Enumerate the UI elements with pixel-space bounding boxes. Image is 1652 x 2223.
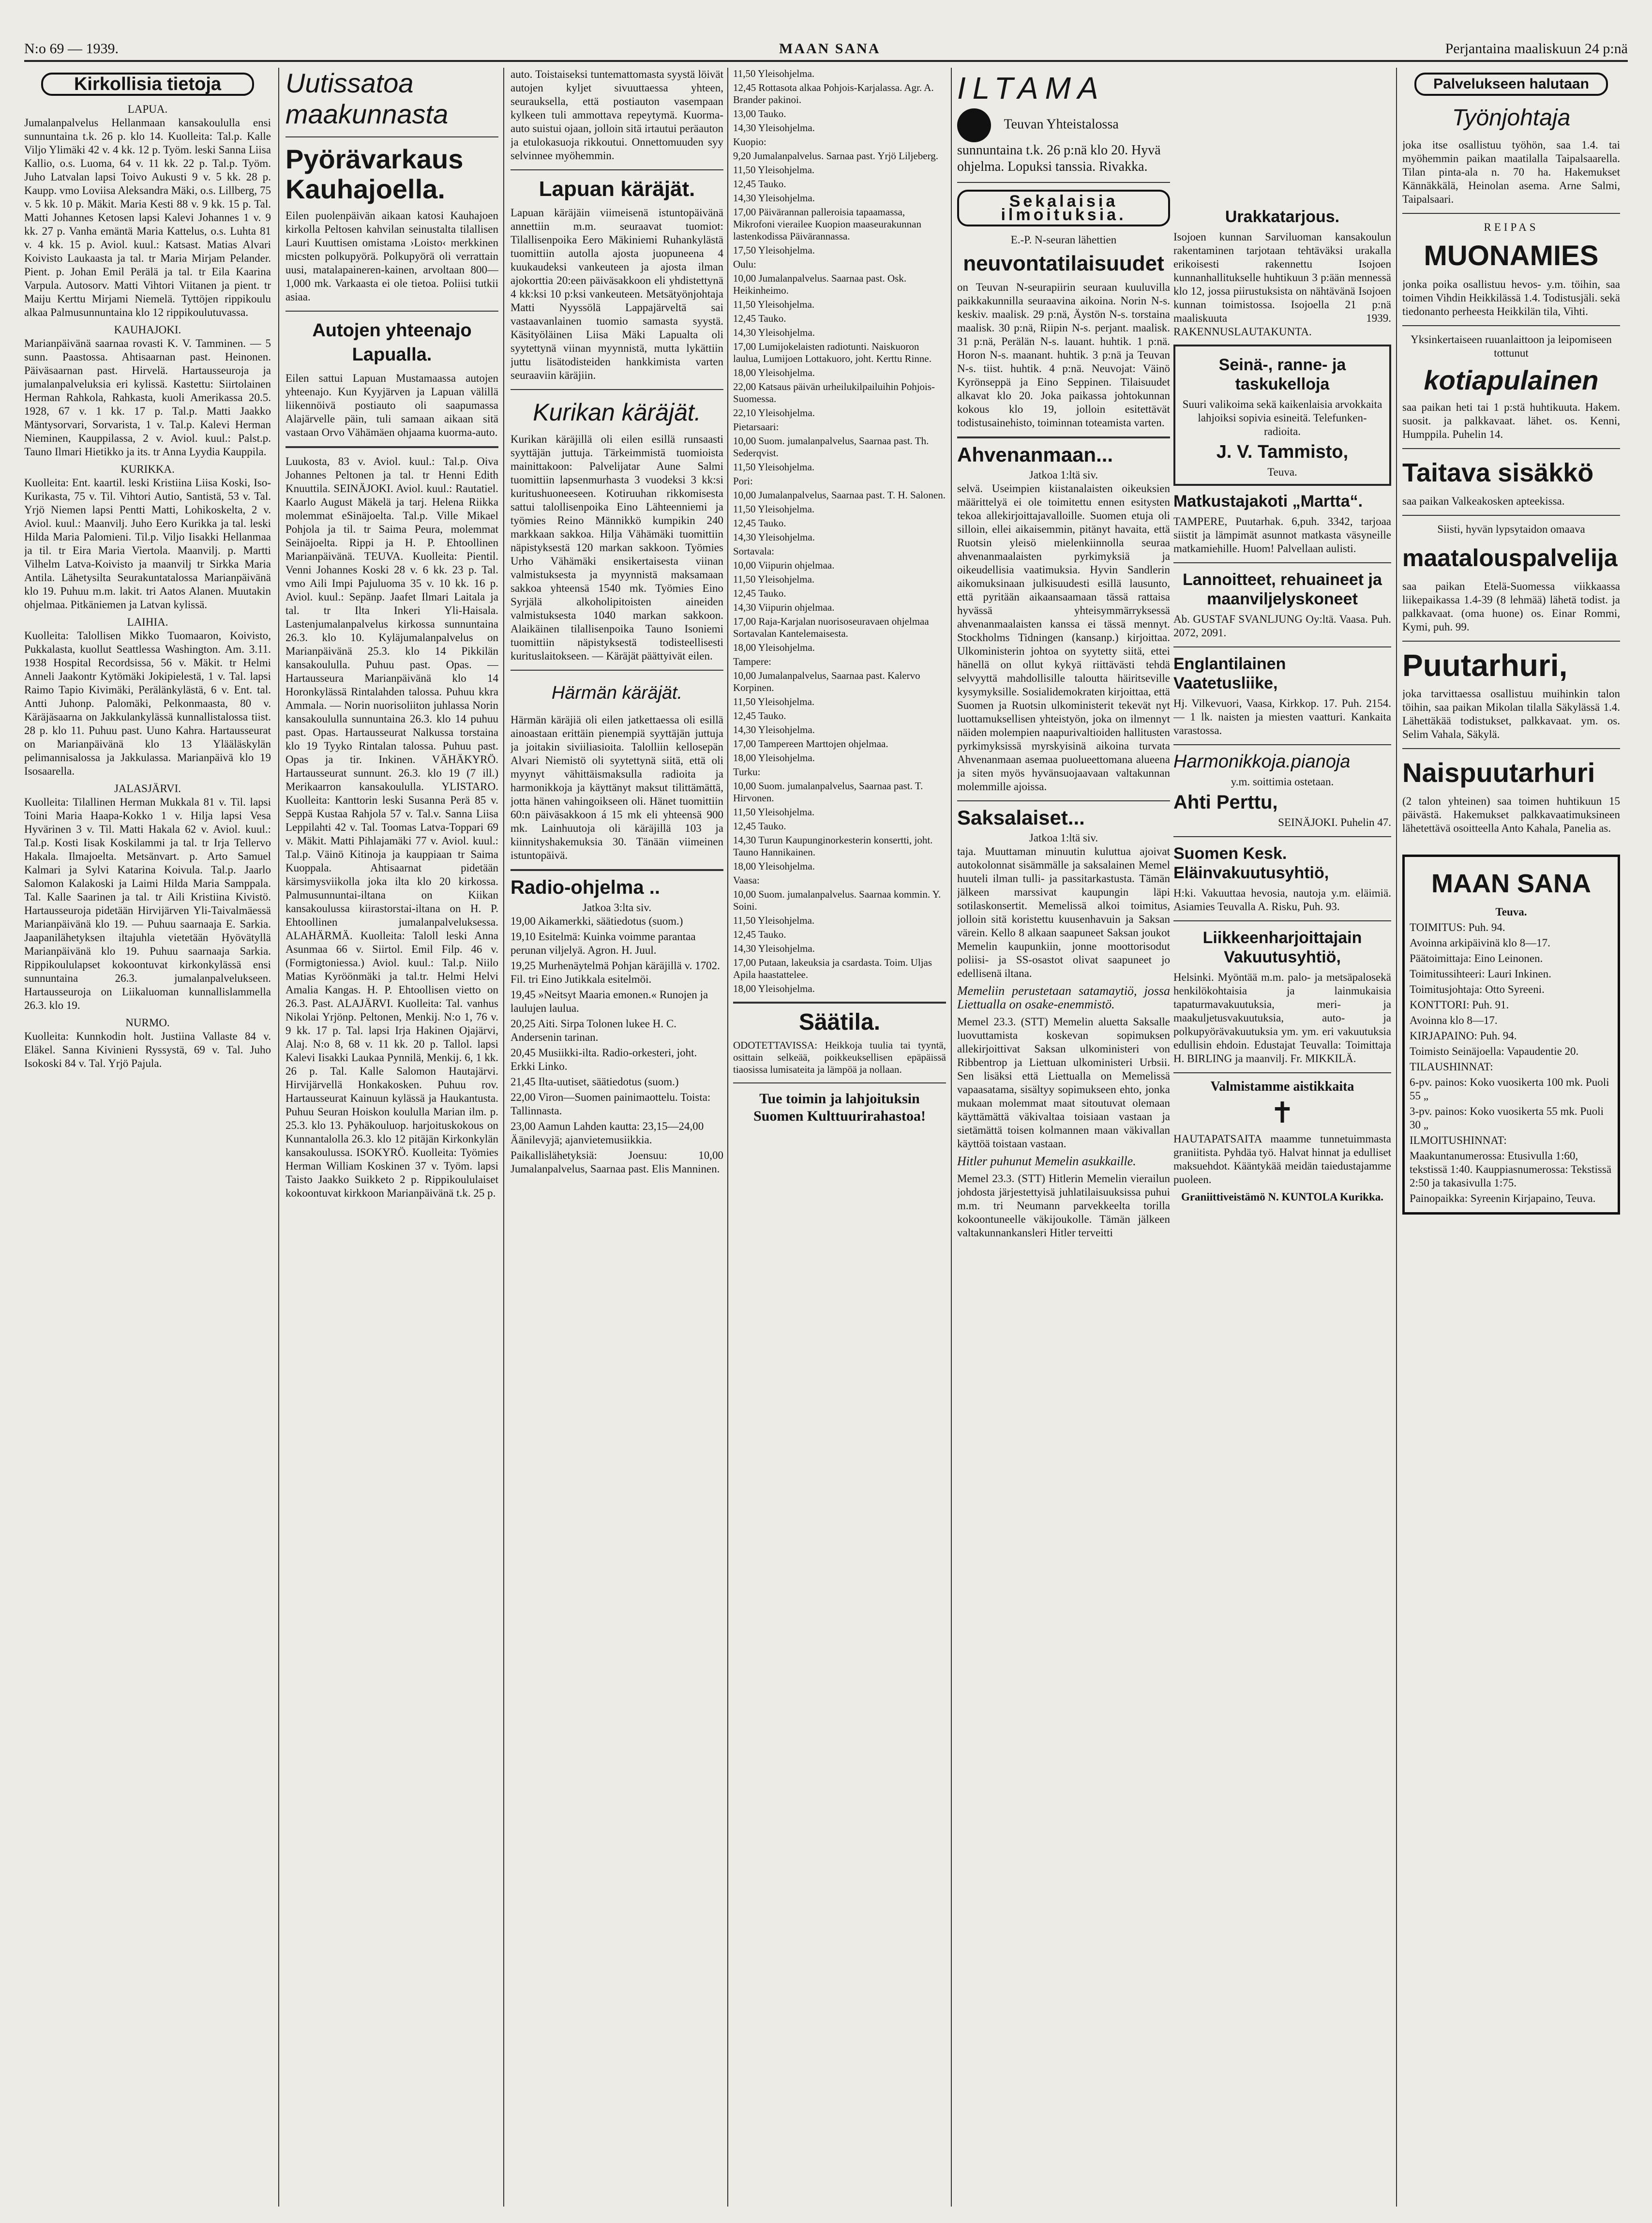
radio-program-item: 18,00 Yleisohjelma.	[733, 752, 815, 764]
advice-text: on Teuvan N-seurapiirin seuraan kuuluvilla paikkakunnilla seuraavina aikoina. Norin N-s. keskiv. maalisk. 29 p:nä, Äystön N-s. torstaina maalisk. 30 p:nä, Riipin N-s. perjant. maalisk. 31 p:nä, Perälän N-s. lauant. huhtik. 1 p:nä. Horon N-s. maanant. huhtik. 3 p:nä ja Teuvan N-s. tiist. huhtik. 4 p:nä. Neuvojat: Väinö Kyrönseppä ja Eino Seppinen. Tilaisuudet alkavat klo 20. Joka paikassa johtokunnan kokous klo 19, jolloin esitettävät todistusainehisto, toiminnan toteamista varten.	[957, 281, 1170, 429]
radio-program-item: 14,30 Yleisohjelma.	[733, 943, 815, 954]
job-lead: Yksinkertaiseen ruuanlaittoon ja leipomiseen tottunut	[1411, 333, 1612, 359]
article-germans: taja. Muuttaman minuutin kuluttua ajoivat autokolonnat sisämmälle ja saksalainen Memel huuteli ilman tulli- ja passitarkastusta. Tämän jälkeen marssivat kaupungin läpi sotilaskonsertit. Memelissä alkoi toimitus, jolloin sitä koristettu kuusenhavuin ja Saksan värein. Kello 8 alkaan saapuneet Saksan joukot Memelin kaupunkiin, jonne moottorisodut poliisi- ja SS-osastot olivat saapuneet jo edellisenä iltana.	[957, 845, 1170, 979]
radio-program-item: 12,45 Tauko.	[733, 587, 786, 599]
article-continuation: auto. Toistaiseksi tuntemattomasta syystä löivät autojen kyljet sivuuttaessa yhteen, seurauksella, että postiauton vasempaan kylkeen tuli ammottava repeytymä. Kuorma-auto suistui ojaan, jolloin sitä irtautui peräauton ja etulokasuoja rikkoutui. Onnettomuuden syy selvinnee myöhemmin.	[511, 68, 723, 162]
radio-program-item: 13,00 Tauko.	[733, 108, 786, 120]
radio-program-item: 18,00 Yleisohjelma.	[733, 367, 815, 378]
parish-kurikka	[24, 463, 271, 612]
advice-title: neuvontatilaisuudet	[963, 252, 1164, 275]
bullet-icon	[957, 108, 991, 142]
radio-program-item: 11,50 Yleisohjelma.	[733, 68, 815, 79]
ad-place: Teuva.	[1267, 466, 1297, 478]
radio-program-item: 10,00 Viipurin ohjelmaa.	[733, 559, 835, 571]
paper-info-line: 6-pv. painos: Koko vuosikerta 100 mk. Puoli 55 „	[1410, 1076, 1609, 1102]
ad-livestock-title: Suomen Kesk. Eläinvakuutusyhtiö,	[1173, 844, 1329, 882]
parish-nurmo	[24, 1016, 271, 1070]
job-maid-text: saa paikan heti tai 1 p:stä huhtikuuta. Hakem. suosit. ja palkkavaat. lähet. os. Kenni, Humppila. Puhelin 14.	[1402, 401, 1620, 440]
divider	[1173, 836, 1391, 837]
radio-program-item: Sortavala:	[733, 545, 775, 557]
radio-program-item: 11,50 Yleisohjelma.	[733, 503, 815, 515]
headline-aland: Ahvenanmaan...	[957, 443, 1113, 466]
radio-program-item: 14,30 Yleisohjelma.	[733, 192, 815, 204]
column-regional-news	[285, 68, 498, 2207]
divider	[957, 800, 1170, 801]
paper-info-line: 3-pv. painos: Koko vuosikerta 55 mk. Puoli 30 „	[1410, 1105, 1604, 1131]
paper-info-line: Toimisto Seinäjoella: Vapaudentie 20.	[1410, 1045, 1579, 1057]
parish-text: Kuolleita: Kunnkodin holt. Justiina Vallaste 84 v. Eläkel. Sanna Kivinieni Ryssystä, 69 v. Tal. Juho Isokoski 84 v. Tal. Yrjö Pajula.	[24, 1030, 271, 1069]
divider	[285, 446, 498, 448]
masthead	[24, 39, 1628, 62]
radio-program-item: 10,00 Suom. jumalanpalvelus, Saarnaa past. Th. Sederqvist.	[733, 435, 929, 459]
parish-title: JALASJÄRVI.	[114, 782, 181, 795]
column-divider	[503, 68, 504, 2207]
job-foreman-title: Työnjohtaja	[1452, 105, 1571, 131]
divider	[1402, 641, 1620, 642]
parish-text: Jumalanpalvelus Hellanmaan kansakoululla ensi sunnuntaina t.k. 26 p. klo 14. Kuolleita: Tal.p. Kalle Viljo Ylimäki 42 v. 4 kk. 12 p. Työm. leski Sanna Liisa Kallio, o.s. Luoma, 64 v. 11 kk. 22 p. Tal.p. Työm. Juho Latvalan lapsi Toivo Aukusti 9 v. 5 kk. 28 p. Kaupp. vmo Loviisa Aleksandra Mäki, o.s. Lillberg, 75 v. 5 kk. 10 p. Mäkit. Maria Kesti 88 v. 9 kk. 15 p. Tal. Matti Johannes Ketosen lapsi Kalevi Johannes 1 v. 9 kk. 27 p. Vanha emäntä Maria Kattelus, o.s. Luhta 81 v. 4 kk. 15 p. Aviol. kuul.: Katsast. Matias Alvari Koivisto Laukaasta ja tal. tr Maria Mirjam Pelander. Pient. p. Johan Emil Perälä ja tal. tr Eila Kaarina Varpula. Autosorv. Matti Vihtori Viitanen ja pient. tr Maiju Kerttu Mirjami Niemelä. Tyttöjen rippikoulu alkaa Palmusunnuntaina klo 12 rippikoulutuvassa.	[24, 117, 271, 318]
headline-harma-court: Härmän käräjät.	[551, 683, 683, 703]
parish-lapua	[24, 103, 271, 319]
paper-info-line: TOIMITUS: Puh. 94.	[1410, 921, 1505, 933]
paper-info-line: Päätoimittaja: Eino Leinonen.	[1410, 952, 1543, 964]
radio-program-item: 19,45 »Neitsyt Maaria emonen.« Runojen ja laulujen laulua.	[511, 989, 708, 1014]
radio-program-item: 12,45 Tauko.	[733, 710, 786, 721]
paper-info-line: Toimitusjohtaja: Otto Syreeni.	[1410, 983, 1545, 995]
continued-note: Jatkoa 1:ltä siv.	[1029, 832, 1098, 844]
radio-program-list	[511, 915, 723, 1147]
job-female-gardener-title: Naispuutarhuri	[1402, 757, 1595, 788]
radio-program-item: 11,50 Yleisohjelma.	[733, 915, 815, 926]
gravestone-icon: ✝	[1270, 1097, 1295, 1129]
parish-title: LAPUA.	[127, 103, 168, 115]
subhead-memel-port: Memeliin perustetaan satamaytiö, jossa Liettualla on osake-enemmistö.	[957, 984, 1170, 1011]
parish-jalasjarvi	[24, 782, 271, 1012]
article-kurikka-court: Kurikan käräjillä oli eilen esillä runsaasti syyttäjän juttuja. Tärkeimmistä tuomioista mainittakoon: Palvelijatar Aune Salmi tuomittiin lapsenmurhasta 3 vuodeksi 3 kk:si kuritushuoneeseen. Kotiruuhan rikkomisesta sattui talollisenpoika Eino Lähteenniemi ja työmies Reino Männikkö kumpikin 240 markkaan sakkoa. Hilja Vähämäki tuomittiin näpistyksestä 120 markan sakkoon. Työmies Urho Vähämäki ensikertaisesta viinan valmistuksesta ja myynnistä maksamaan sakkoa yhteensä 1540 mk. Työmies Eino Syrjälä alkoholipitoisten aineiden valmistuksesta 1040 markan sakkoon. Alaikäinen tilallisenpoika Tauno Isoniemi tuomittiin näpistyksestä todisteellisesti kurituslaitokseen. — Käräjät päättyivät eilen.	[511, 433, 723, 662]
paper-info-line: Avoinna arkipäivinä klo 8—17.	[1410, 937, 1550, 949]
ad-martta-text: TAMPERE, Puutarhak. 6,puh. 3342, tarjoaa siistit ja lämpimät asunnot matkasta väsyneille matkamiehille. Huom! Palvellaan aulisti.	[1173, 515, 1391, 555]
divider	[957, 436, 1170, 438]
continued-note: Jatkoa 3:lta siv.	[582, 901, 652, 914]
parish-text: Kuolleita: Talollisen Mikko Tuomaaron, Koivisto, Pukkalasta, kuollut Seattlessa Washington. Am. 3.11. 1938 Hospital Recordsissa, 56 v. Mäkit. tr Helmi Anneli Jaakontr Kytömäki Jokipielestä, 1 v. Tal. lapsi Raimo Tapio Kivimäki, Perälänkylästä, 6 v. Ent. tal. Antti Juhonp. Palomäki, Pelkonmaasta, 80 v. Käräjäsaarna on Jakkulankylässä kunnallistalossa tiist. 28 p. klo 11. Puhuu past. Uuno Kahra. Hartausseurat on Marianpäivänä klo 13 Ylääläskylän pelimannisalossa ja Jakkulassa. Marianpäivä klo 19 Isosaarella.	[24, 630, 271, 777]
parish-text: Kuolleita: Ent. kaartil. leski Kristiina Liisa Koski, Iso-Kurikasta, 75 v. Til. Vihtori Autio, Santistä, 53 v. Tal. Yrjö Niemen lapsi Pentti Matti, Lohikoskelta, 2 v. Aviol. kuul.: Maanvilj. Juho Eero Kurikka ja tal. leski Hilda Maria Palomieni. Til.p. Viljo Iisakki Hellanmaa ja til. tr Eira Maria Viertola. Maanvilj. p. Martti Vilhelm Latva-Koivisto ja maanvilj tr Sirkka Maria Antila. Lähetysilta Seurakuntatalossa Marianpäivänä klo 19. Puhuu m.m. lakit. tri Aatos Alanen. Muutakin ohjelmaa. Pitkäniemen ja Latvan kylissä.	[24, 477, 271, 611]
radio-program-item: Oulu:	[733, 258, 756, 270]
radio-program-item: 12,45 Tauko.	[733, 178, 786, 190]
paper-info-line: Avoinna klo 8—17.	[1410, 1014, 1498, 1026]
tender-title: Urakkatarjous.	[1225, 208, 1340, 226]
divider	[1173, 562, 1391, 563]
radio-program-item: 10,00 Jumalanpalvelus, Saarnaa past. Kalervo Korpinen.	[733, 670, 920, 693]
paper-info-lines	[1410, 921, 1613, 1205]
iltama-title: ILTAMA	[957, 71, 1105, 105]
ad-heading: Seinä-, ranne- ja taskukelloja	[1218, 356, 1346, 393]
divider	[1402, 448, 1620, 449]
divider	[511, 169, 723, 170]
radio-program-item: 10,00 Suom. jumalanpalvelus. Saarnaa kommin. Y. Soini.	[733, 888, 941, 912]
divider	[1173, 744, 1391, 745]
spacer	[1173, 68, 1391, 203]
job-foreman-text: joka itse osallistuu työhön, saa 1.4. tai myöhemmin paikan maatilalla Taipalsaarella. Tilan pinta-ala n. 70 ha. Hakemukset Kännäkkälä, Heinolan asema. Arne Salmi, Taipalsaari.	[1402, 139, 1620, 205]
job-gardener-title: Puutarhuri,	[1402, 648, 1568, 683]
job-maid-title: kotiapulainen	[1424, 365, 1599, 395]
radio-program-item: 12,45 Tauko.	[733, 929, 786, 940]
parish-title: NURMO.	[125, 1017, 170, 1029]
job-female-gardener-text: (2 talon yhteinen) saa toimen huhtikuun 15 päivästä. Hakemukset palkkavaatimuksineen lähetettävä osoitteella Anto Kahala, Panelia as.	[1402, 795, 1620, 834]
column-ads	[1173, 68, 1391, 2207]
divider	[1402, 213, 1620, 214]
jobs-heading: Palvelukseen halutaan	[1414, 73, 1608, 96]
ad-insurance-text: Helsinki. Myöntää m.m. palo- ja metsäpalosekä henkilökohtaisia ja lainmukaisia tapaturmavakuutuksia, meri- ja maakuljetusvakuutuksia, auto- ja polkupyörävakuutuksia ym. ym. eri vakuutuksia edullisin ehdoin. Edustajat Teuvalla: Toimittaja H. BIRLING ja maanvilj. Fr. MIKKILÄ.	[1173, 971, 1391, 1065]
radio-program-item: 11,50 Yleisohjelma.	[733, 573, 815, 585]
radio-program-item: 18,00 Yleisohjelma.	[733, 983, 815, 994]
parish-laihia	[24, 616, 271, 778]
issue-number: N:o 69 — 1939.	[24, 41, 119, 57]
radio-program-item: 10,00 Suom. jumalanpalvelus, Saarnaa past. T. Hirvonen.	[733, 780, 923, 804]
paper-info-line: Maakuntanumerossa: Etusivulla 1:60, tekstissä 1:40. Kauppiasnumerossa: Tekstissä 2:50 ja takasivulla 1:75.	[1410, 1150, 1612, 1189]
headline-radio: Radio-ohjelma ..	[511, 877, 660, 898]
radio-program-item: 22,00 Viron—Suomen painimaottelu. Toista: Tallinnasta.	[511, 1091, 711, 1117]
column-divider	[727, 68, 728, 2207]
continued-note: Jatkoa 1:ltä siv.	[1029, 469, 1098, 481]
ad-tailor-text: Hj. Vilkevuori, Vaasa, Kirkkop. 17. Puh. 2154. — 1 lk. naisten ja miesten vaatturi. Kankaita varastossa.	[1173, 697, 1391, 736]
parish-text: Kuolleita: Tilallinen Herman Mukkala 81 v. Til. lapsi Toini Maria Haapa-Kokko 1 v. Hilja lapsi Vesa Hyvärinen 3 v. Til. Matti Hakala 62 v. Aviol. kuul.: Tal.p. Kosti Iisak Koskilammi ja tal. tr Irja Tellervo Hakala. Ilmajoelta. Metsänvart. p. Arto Samuel Kalmari ja Sylvi Katarina Koivula. Tal.p. Jaarlo Salomon Kalakoski ja Laimi Hilda Maria Samppala. Tal. Kalle Saarinen ja tal. tr Aili Kristiina Kivistö. Hartausseuroja pidetään Hirvijärven Yli-Taivalmäessä Marianpäivänä klo 19. — Puhuu saarnaaja E. Sarkia. Jaapanilähetyksen iltajuhla vietetään Hyövätyllä Marianpäivänä klo 19. Puhuu saarnaaja Sarkia. Rippikoululapset kokoontuvat kirkonkylässä ensi sunnuntaina 26.3. jumalanpalvelukseen. Hartausseuroja on Liikaluoman kunnallislammella 26.3. klo 19.	[24, 796, 271, 1011]
parish-text: Marianpäivänä saarnaa rovasti K. V. Tamminen. — 5 sunn. Paastossa. Ahtisaarnan past. Heinonen. Päiväsaarnan past. Hirvelä. Hartausseuroja ja jumalanpalveluksia eri kylissä. Kastettu: Siirtolainen Herman Rahkola, Rahkasta, kuoli Amerikassa 20.5. 1928, 67 v. 1 kk. 17 p. Tal.p. Matti Jaakko Mäntysorvari, Sorvarista, 1 v. Tal.p. Kalevi Herman Nieminen, Kauppilassa, 2 v. Aviol. kuul.: Palst.p. Tauno Ilmari Hietikko ja its. tr Anna Lyydia Kauppila.	[24, 337, 271, 458]
parish-notices: Luukosta, 83 v. Aviol. kuul.: Tal.p. Oiva Johannes Peltonen ja tal. tr Henni Edith Knuuttila. SEINÄJOKI. Aviol. kuul.: Rautatiel. Kaarlo August Mäkelä ja tarj. Helena Riikka molemmat eSinäjoelta. Tal.p. Ville Mikael Pohjola ja til. tr Saima Peura, molemmat Seinäjoelta. Rippi ja H. P. Ehtoollinen Marianpäivänä. TEUVA. Kuolleita: Pientil. Venni Johannes Koski 28 v. 6 kk. 23 p. Tal. vmo Aili Impi Pajuluoma 35 v. 10 kk. 16 p. Aviol. kuul.: Sepänp. Jaafet Ilmari Laitala ja tal. tr Ilta Inkeri Yli-Haisala. Lastenjumalanpalvelus kirkossa sunnuntaina 26.3. klo 10. Kyläjumalanpalvelus on Marianpäivänä 25.3. klo 14 Pikkilän kansakoululla. Puhuu past. Opas. — Hartausseura Marianpäivänä klo 14 Horonkylässä Rintalahden talossa. Puhuu kkra Ammala. — Norin nuorisoliiton juhlassa Norin kansakoululla sunnuntaina 26.3. klo 14 puhuu past. Opas. Hartausseurat Nalkussa torstaina klo 19 Tyyko Rintalan talossa. Puhuu past. Opas ja tir. Inkinen. VÄHÄKYRÖ. Hartausseurat sunnunt. 26.3. klo 19 (7 ill.) Merikaarron kansakoululla. YLISTARO. Kuolleita: Kanttorin leski Susanna Perä 85 v. Seppä Kustaa Rahjola 57 v. Tal.v. Sanna Liisa Leppilahti 42 v. Tal. Toomas Latva-Toppari 69 v. Mäkit. Matti Pihlajamäki 77 v. Aviol. kuul.: Tal.p. Väinö Kitinoja ja kauppiaan tr Saima Kuoppala. Ahtisaarnat pidetään kärsimysviikolla joka ilta klo 20 kirkossa. Palmusunnuntai-iltana on Kiikan kansakoulussa kiirastorstai-iltana on H. P. Ehtoollinen jumalanpalveluksessa. ALAHÄRMÄ. Kuolleita: Taloll leski Anna Asunmaa 66 v. Siirtol. Emil Filp. 46 v. (Formigtoniessa.) Aviol. kuul.: Tal.p. Niilo Matias Kyröönmäki ja tal.tr. Helmi Helvi Amalia Kangas. H. P. Ehtoollisen vietto on 26.3. Past. ALAJÄRVI. Kuolleita: Tal. vanhus Nikolai Yrjönp. Peltonen, Menkij. N:o 1, 76 v. 9 kk. 17 p. Tal. lapsi Irja Hakinen Ojajärvi, Alaj. N:o 8, 68 v. 11 kk. 20 p. Tallol. lapsi Kalevi Iisakki Laukaa Pynnilä, Menkij. 6, 1 kk. 26 p. Tal. Kalle Salomon Hautajärvi. Hirvijärvellä Honkakosken. Puhuu rov. Hartausseurat Kainuun kylässä ja Haukantusta. Puhuu Seuran Hoiskon koululla Marian ilm. p. 25.3. klo 13. Pyhäkouluop. harjoituskokous on Kunnantalolla 26.3. klo 12 pitäjän Kirkonkylän kansakoulussa. ISOKYRÖ. Kuolleita: Työmies Herman William Koskinen 37 v. Työm. lapsi Taisto Jaakko Suikketo 2 p. Rippikoululaiset kokoontuvat kirkkoon Marianpäivänä t.k. 25 p.	[285, 455, 498, 1199]
paper-info-place: Teuva.	[1495, 906, 1527, 918]
parish-title: LAIHIA.	[127, 616, 168, 628]
divider	[1402, 325, 1620, 326]
headline-weather: Säätila.	[798, 1009, 881, 1035]
ad-tailor-title: Englantilainen Vaatetusliike,	[1173, 655, 1286, 692]
radio-program-item: 11,50 Yleisohjelma.	[733, 461, 815, 473]
article-car-collision: Eilen sattui Lapuan Mustamaassa autojen yhteenajo. Kun Kyyjärven ja Lapuan välillä liikennöivä postiauto oli saapumassa Alajärvelle päin, tuli samaan aikaan sitä vastaan Orvo Vähämäen ohjaama kuorma-auto.	[285, 372, 498, 438]
radio-local-broadcasts: Paikallislähetyksiä: Joensuu: 10,00 Jumalanpalvelus, Saarnaa past. Elis Manninen.	[511, 1149, 723, 1175]
divider	[733, 1002, 946, 1004]
radio-program-item: 17,00 Päivärannan palleroisia tapaamassa, Mikrofoni vierailee Kuopion maaseurakunnan lastenkodissa Päivärannassa.	[733, 206, 921, 242]
ad-insurance-title: Liikkeenharjoittajain Vakuutusyhtiö,	[1202, 929, 1362, 966]
article-hitler-speech: Memel 23.3. (STT) Hitlerin Memelin vierailun johdosta järjestettyisä juhlatilaisuuksissa puhui m.m. tri Neumann parvekkeelta torilla kokoontuneelle väkijoukolle. Tämän jälkeen valtakunnankansleri Hitler terveitti	[957, 1172, 1170, 1239]
headline-germans: Saksalaiset...	[957, 806, 1085, 829]
job-farmhand-text: jonka poika osallistuu hevos- y.m. töihin, saa toimen Vihdin Heikkilässä 1.4. Todistusjäli. sekä tiedonanto perheesta Heikkilän tila, Vihti.	[1402, 278, 1620, 317]
radio-program-item: 17,00 Putaan, lakeuksia ja csardasta. Toim. Uljas Apila haastattelee.	[733, 957, 932, 980]
paper-info-line: KONTTORI: Puh. 91.	[1410, 999, 1509, 1011]
job-housemaid-title: Taitava sisäkkö	[1402, 458, 1594, 487]
ad-perttu-text: SEINÄJOKI. Puhelin 47.	[1278, 816, 1391, 828]
divider	[285, 136, 498, 137]
divider	[511, 389, 723, 390]
divider	[511, 670, 723, 671]
radio-program-item: 11,50 Yleisohjelma.	[733, 696, 815, 707]
column-divider	[951, 68, 952, 2207]
divider	[733, 1082, 946, 1083]
radio-program-item: 18,00 Yleisohjelma.	[733, 860, 815, 872]
headline-lapua-court: Lapuan käräjät.	[539, 177, 695, 201]
section-subtitle: maakunnasta	[285, 99, 449, 129]
article-memel-port: Memel 23.3. (STT) Memelin aluetta Saksalle luovuttamista koskevan sopimuksen allekirjoittivat Saksan ulkoministeri von Ribbentrop ja Liettuan ulkoministeri Urbsii. Sen lisäksi että Liettualla on Memelissä vapaasatama, sisältyy sopimukseen ehto, jonka mukaan molemmat maat sitoutuvat olemaan käyttämättä väkivaltaa toisiaan vastaan ja sietämättä toisen kolmannen maan väkivallan käyttöä toistaan vastaan.	[957, 1016, 1170, 1150]
radio-program-item: 18,00 Yleisohjelma.	[733, 642, 815, 653]
parish-title: KAUHAJOKI.	[114, 324, 181, 336]
paper-info-line: Painopaikka: Syreenin Kirjapaino, Teuva.	[1410, 1192, 1596, 1204]
headline-bike-theft: Pyörävarkaus Kauhajoella.	[285, 144, 464, 204]
ad-gravestone-text: HAUTAPATSAITA maamme tunnetuimmasta graniitista. Pyhdäa työ. Halvat hinnat ja edulliset maksuehdot. Kääntykää meidän taiedustajamme puoleen.	[1173, 1133, 1391, 1186]
column-radio-program	[733, 68, 946, 2207]
radio-program-item: 11,50 Yleisohjelma.	[733, 806, 815, 818]
church-news-heading: Kirkollisia tietoja	[41, 73, 254, 96]
paper-info-line: Toimitussihteeri: Lauri Inkinen.	[1410, 968, 1551, 980]
iltama-ad	[957, 108, 1170, 175]
column-divider	[278, 68, 279, 2207]
issue-date: Perjantaina maaliskuun 24 p:nä	[1445, 41, 1628, 57]
article-aland: selvä. Useimpien kiistanalaisten oikeuksien määrittelyä ei ole toimitettu ennen esitysten tekoa allekirjoittajavalloille. Suomen etuja oli silloin, ellei aikaisemmin, pitänyt havaita, että Ruotsin yleisö mielenkiinnolla seuraa ahvenanmaalaisten pyrkimyksiä ja oikeudellisia vaatimuksia. Hyvin Sandlerin aikomuksinaan julkisuudesti esillä lausunto, että pyritään aikaansaamaan tässä rattaisa hyvässä yhteisymmärryksessä ahvenanmaalaisten kanssa ei tässä mennyt. Stockholms Tidningen (kansanp.) kirjoittaa. Ulkoministerin johtoa on syytetty siitä, ettei hänellä on ollut kykyä riittävästi tehdä selvyyttä mahdollisille taloutta häiritseville kysymyksille. Sosialidemokraten kirjoittaa, että Suomen ja Ruotsin ulkoministerit tekevät nyt luottamuksellisen yhteistyön, joka on ilmennyt näiden molempien naapurivaltioiden hallitusten pyrkimyksissä myrskyisinä aikoina turvata Ahvenanmaan asemaa puolueettomana alueena ja siten myös hyvänsuojaavaan valtakunnan molemmille ajoissa.	[957, 482, 1170, 793]
divider	[1402, 748, 1620, 749]
paper-info-line: KIRJAPAINO: Puh. 94.	[1410, 1030, 1517, 1042]
radio-program-item: Kuopio:	[733, 136, 766, 148]
subhead-hitler-speech: Hitler puhunut Memelin asukkaille.	[957, 1154, 1136, 1168]
radio-program-item: 10,00 Jumalanpalvelus, Saarnaa past. T. H. Salonen.	[733, 489, 946, 501]
radio-program-item: 21,45 Ilta-uutiset, säätiedotus (suom.)	[511, 1076, 679, 1088]
radio-program-item: 14,30 Yleisohjelma.	[733, 122, 815, 134]
column-church-news	[24, 68, 271, 2207]
radio-program-item: Pietarsaari:	[733, 421, 779, 433]
radio-program-item: 14,30 Yleisohjelma.	[733, 724, 815, 736]
ad-livestock-text: H:ki. Vakuuttaa hevosia, nautoja y.m. eläimiä. Asiamies Teuvalla A. Risku, Puh. 93.	[1173, 887, 1391, 913]
divider	[285, 311, 498, 312]
divider	[1402, 515, 1620, 516]
radio-program-item: 19,00 Aikamerkki, säätiedotus (suom.)	[511, 915, 683, 927]
parish-title: KURIKKA.	[120, 463, 175, 475]
radio-program-item: 14,30 Yleisohjelma.	[733, 531, 815, 543]
job-gardener-text: joka tarvittaessa osallistuu muihinkin talon töihin, saa paikan Mikolan tilalla Säkylässä 1.4. Lähettäkää todistukset, palkkavaat. ym. os. Selim Vahala, Säkylä.	[1402, 688, 1620, 740]
radio-program-item: 22,00 Katsaus päivän urheilukilpailuihin Pohjois-Suomessa.	[733, 381, 935, 405]
radio-program-item: Vaasa:	[733, 874, 760, 886]
radio-program-item: 19,25 Murhenäytelmä Pohjan käräjillä v. 1702. Fil. tri Eino Jutikkala esitelmöi.	[511, 960, 720, 985]
paper-info-title: MAAN SANA	[1431, 869, 1591, 898]
radio-program-item: 14,30 Turun Kaupunginorkesterin konsertti, joht. Tauno Hannikainen.	[733, 834, 933, 858]
weather-forecast: ODOTETTAVISSA: Heikkoja tuulia tai tyyntä, osittain selkeää, poikkeuksellisen epäpäissä tiaosissa lumisateita ja lämpöä ja nollaan.	[733, 1039, 946, 1075]
ad-fertilizer-text: Ab. GUSTAF SVANLJUNG Oy:ltä. Vaasa. Puh. 2072, 2091.	[1173, 613, 1391, 639]
radio-program-item: 12,45 Rottasota alkaa Pohjois-Karjalassa. Agr. A. Brander pakinoi.	[733, 82, 934, 105]
radio-program-item: 14,30 Viipurin ohjelmaa.	[733, 601, 835, 613]
ad-perttu-name: Ahti Perttu,	[1173, 792, 1278, 813]
column-court-news	[511, 68, 723, 2207]
divider	[1173, 1072, 1391, 1073]
radio-program-item: 11,50 Yleisohjelma.	[733, 164, 815, 176]
radio-program-item: 10,00 Jumalanpalvelus. Saarnaa past. Osk. Heikinheimo.	[733, 272, 907, 296]
job-farmhand-title: MUONAMIES	[1424, 240, 1599, 271]
divider	[1173, 646, 1391, 647]
article-lapua-court: Lapuan käräjäin viimeisenä istuntopäivänä annettiin m.m. seuraavat tuomiot: Tilallisenpoika Eero Mäkiniemi Ruhankylästä tuomittiin autolla ajosta juopuneena 4 kuukaudeksi vankeuteen ja ajosta ilman ajokorttia 20:een päiväsakkoon eli yhdistettynä 4 kk:ksi 10 p:ksi vankeuteen. Metsätyönjohtaja Matti Nyyssölä Lappajärveltä sai vastaavanlainen tuomio samasta syystä. Käsityöläinen Liisa Mäki Lapualta oli syytettynä viinan myynnistä, mutta lykättiin juttu lisätodisteiden hankkimista varten seuraaviin käräjiin.	[511, 207, 723, 381]
radio-program-item: 22,10 Yleisohjelma.	[733, 407, 815, 419]
ad-text: Suuri valikoima sekä kaikenlaisia arvokkaita lahjoiksi sopivia esineitä. Telefunken-radioita.	[1182, 398, 1382, 437]
radio-program-item: Pori:	[733, 475, 753, 487]
advice-subtitle: E.-P. N-seuran lähettien	[1010, 234, 1117, 246]
ad-fertilizer-title: Lannoitteet, rehuaineet ja maanviljelyskoneet	[1183, 571, 1382, 608]
radio-program-item: 11,50 Yleisohjelma.	[733, 299, 815, 310]
ad-gravestone-company: Graniittiveistämö N. KUNTOLA Kurikka.	[1181, 1191, 1384, 1203]
radio-program-item: 20,25 Aiti. Sirpa Tolonen lukee H. C. Andersenin tarinan.	[511, 1018, 676, 1043]
article-harma-court: Härmän käräjiä oli eilen jatkettaessa oli esillä ainoastaan erittäin pienempiä syyttäjän juttuja ja joitakin siviiliasioita. Talolliin kellosepän Alvari Niemistö oli syytettynä siitä, että oli myynyt vähittäismaksulla radioita ja harmonikkoja ja käyttänyt maksut tilittämättä, jotta hänen vahingoikseen oli. Hänet tuomittiin 60:n päiväsakkoon á 15 mk eli yhteensä 900 mk. Lainhuutoja oli käräjillä 103 ja kiinnityshakemuksia 30. Tänään viimeinen istuntopäivä.	[511, 714, 723, 861]
ad-martta-title: Matkustajakoti „Martta“.	[1173, 492, 1363, 511]
column-divider	[1396, 68, 1397, 2207]
paper-info-line: ILMOITUSHINNAT:	[1410, 1134, 1507, 1146]
radio-program-item: 17,00 Lumijokelaisten radiotunti. Naiskuoron laulua, Lumijoen Lottakuoro, joht. Kerttu Rinne.	[733, 341, 932, 364]
radio-program-item: 14,30 Yleisohjelma.	[733, 327, 815, 338]
headline-car-collision: Autojen yhteenajo Lapualla.	[312, 320, 472, 365]
ad-instruments-title: Harmonikkoja.pianoja	[1173, 751, 1351, 772]
radio-program-item: 17,50 Yleisohjelma.	[733, 244, 815, 256]
article-bike-theft: Eilen puolenpäivän aikaan katosi Kauhajoen kirkolla Peltosen kahvilan seinustalta tilallisen Lauri Kuuttisen omistama ›Loisto‹ merkkinen micsten polkupyörä. Polkupyörä oli verrattain uusi, matalapaineren-kainen, arvoltaan 800—1,000 mk. Varkaasta ei ole tietoa. Poliisi tutkii asiaa.	[285, 210, 498, 303]
divider	[957, 182, 1170, 183]
ad-name: J. V. Tammisto,	[1216, 442, 1349, 462]
radio-program-item: 17,00 Tampereen Marttojen ohjelmaa.	[733, 738, 888, 750]
headline-kurikka-court: Kurikan käräjät.	[533, 399, 701, 426]
radio-program-item: 12,45 Tauko.	[733, 517, 786, 529]
ad-gravestone-heading: Valmistamme aistikkaita	[1210, 1079, 1354, 1094]
divider	[511, 869, 723, 871]
radio-program-item: 9,20 Jumalanpalvelus. Sarnaa past. Yrjö Liljeberg.	[733, 150, 938, 162]
radio-program-item: 23,00 Aamun Lahden kautta: 23,15—24,00 Äänilevyjä; ajanvietemusiikkia.	[511, 1120, 704, 1146]
job-lead: REIPAS	[1484, 221, 1539, 233]
column-job-ads	[1402, 68, 1620, 2207]
radio-program-list	[733, 68, 946, 995]
misc-ads-heading: Sekalaisia ilmoituksia.	[957, 190, 1170, 226]
iltama-text: Teuvan Yhteistalossa sunnuntaina t.k. 26 p:nä klo 20. Hyvä ohjelma. Lopuksi tanssia. Rivakka.	[957, 117, 1161, 174]
paper-info-box	[1402, 855, 1620, 1215]
radio-program-item: 17,00 Raja-Karjalan nuorisoseuravaen ohjelmaa Sortavalan Kantelemaisesta.	[733, 616, 929, 639]
radio-program-item: 19,10 Esitelmä: Kuinka voimme parantaa perunan viljelyä. Agron. H. Juul.	[511, 931, 696, 956]
job-lead: Siisti, hyvän lypsytaidon omaava	[1437, 523, 1585, 535]
tender-text: Isojoen kunnan Sarviluoman kansakoulun rakentaminen tarjotaan tehtäväksi urakalla erikoisesti rakennettu Isojoen kunnanhallitukselle huhtikuun 3 p:ään mennessä klo 12, jossa piirustuksista on nähtävänä Isojoen kunnan toimistossa. Isojoella 21 p:nä maaliskuuta 1939. RAKENNUSLAUTAKUNTA.	[1173, 231, 1391, 338]
job-farmworker-text: saa paikan Etelä-Suomessa viikkaassa liikepaikassa 1.4-39 (8 lehmää) lähetä todist. ja palkkavaat. (oma huone) os. Einar Rommi, Kymi, puh. 99.	[1402, 580, 1620, 633]
ad-tammisto	[1173, 345, 1391, 486]
column-announcements	[957, 68, 1170, 2207]
section-title: Uutissatoa	[285, 68, 414, 98]
job-housemaid-text: saa paikan Valkeakosken apteekissa.	[1402, 495, 1565, 507]
parish-kauhajoki	[24, 323, 271, 459]
divider	[1173, 920, 1391, 921]
radio-program-item: 20,45 Musiikki-ilta. Radio-orkesteri, joht. Erkki Linko.	[511, 1047, 697, 1072]
culture-fund-slogan: Tue toimin ja lahjoituksin Suomen Kulttuurirahastoa!	[753, 1091, 926, 1124]
radio-program-item: Turku:	[733, 766, 761, 778]
radio-program-item: 12,45 Tauko.	[733, 313, 786, 324]
radio-program-item: 12,45 Tauko.	[733, 820, 786, 832]
paper-info-line: TILAUSHINNAT:	[1410, 1061, 1493, 1073]
job-farmworker-title: maatalouspalvelija	[1402, 544, 1618, 571]
radio-program-item: Tampere:	[733, 656, 771, 667]
ad-instruments-text: y.m. soittimia ostetaan.	[1231, 776, 1334, 788]
paper-name: MAAN SANA	[779, 41, 881, 57]
